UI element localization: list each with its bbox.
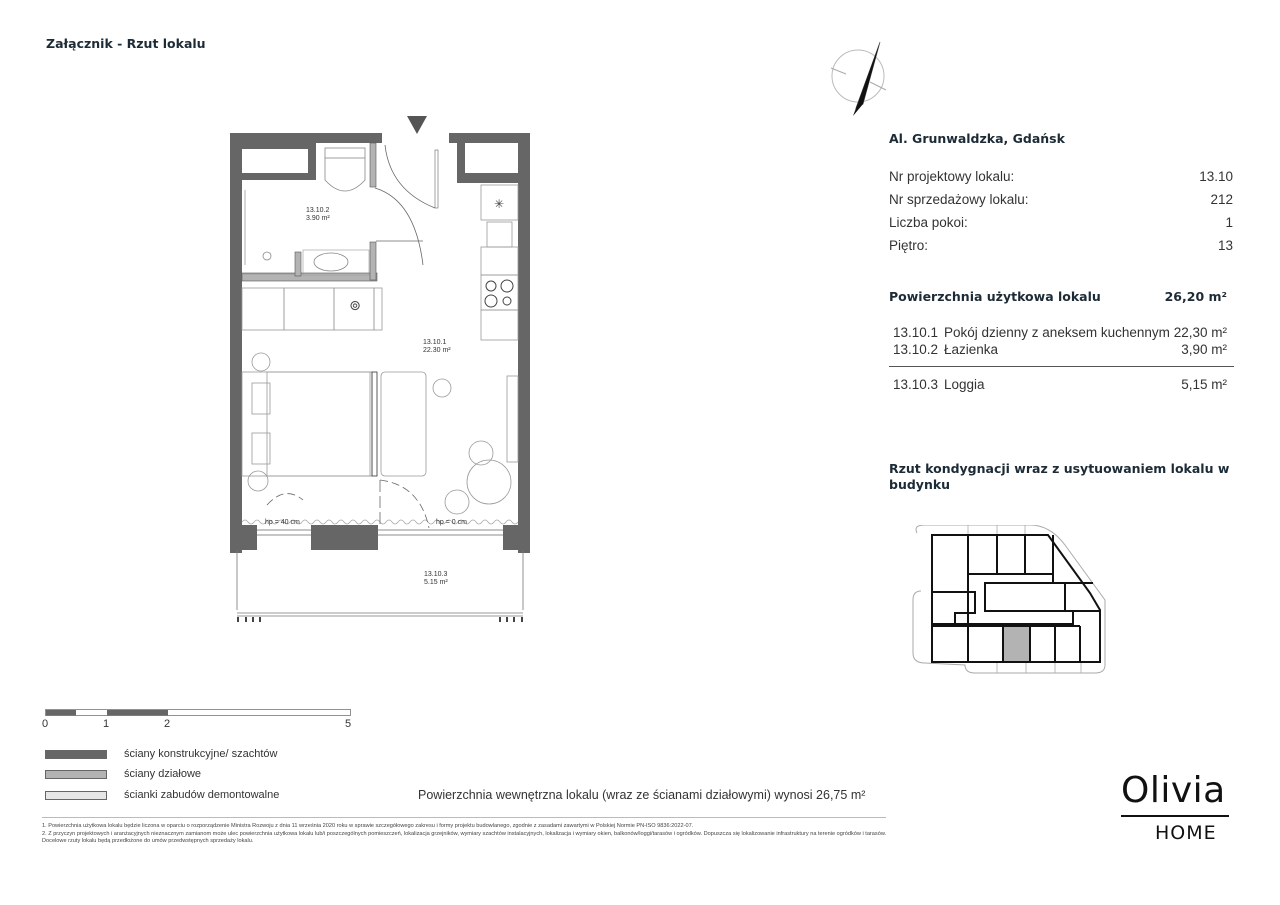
detail-label: Liczba pokoi: — [889, 215, 968, 230]
legend-label: ściany działowe — [124, 768, 202, 780]
footnote: 2. Z przyczyn projektowych i aranżacyjnych nieznacznym zamianom może ulec powierzchnia użytkowa lokalu lub/i poszczególnych pomieszczeń, lokalizacja grzejników, wymiary szachtów instalacyjnych, lokalizacja i wymiary okien, balkonów/loggi/tarasów i ogródków. Dopuszcza się lokalizowanie infrastruktury na terenie ogródków i tarasów. Docelowe rzuty lokalu będą przedłożone do umów przedwstępnych sprzedaży lokalu. — [42, 830, 887, 845]
room-row — [893, 377, 1227, 392]
page-title: Załącznik - Rzut lokalu — [46, 36, 206, 51]
notes-divider — [42, 817, 886, 818]
brand-logo: Olivia — [1121, 770, 1226, 811]
room-area: 3,90 m² — [1181, 342, 1227, 357]
divider — [889, 366, 1234, 367]
apartment-floorplan — [225, 110, 535, 630]
logo-divider — [1121, 815, 1229, 817]
detail-value: 13 — [1217, 238, 1233, 253]
detail-row — [889, 169, 1233, 184]
window-label: hp = 40 cm — [265, 519, 300, 526]
detail-label: Nr sprzedażowy lokalu: — [889, 192, 1029, 207]
detail-label: Nr projektowy lokalu: — [889, 169, 1015, 184]
detail-value: 1 — [1225, 215, 1233, 230]
detail-row — [889, 192, 1233, 207]
room-name: Łazienka — [944, 342, 999, 357]
detail-value: 13.10 — [1199, 169, 1233, 184]
scale-tick: 2 — [164, 718, 171, 730]
legend-swatch-removable — [45, 791, 107, 800]
usable-area-label: Powierzchnia użytkowa lokalu — [889, 289, 1101, 304]
room-area: 5,15 m² — [1181, 377, 1227, 392]
room-area: 3.90 m² — [306, 215, 330, 222]
detail-label: Piętro: — [889, 238, 929, 253]
svg-text:✳: ✳ — [493, 197, 505, 211]
building-plan-title: Rzut kondygnacji wraz z usytuowaniem lokalu w budynku — [889, 461, 1230, 492]
room-id: 13.10.3 — [424, 571, 448, 578]
room-row — [893, 342, 1227, 357]
legend-label: ścianki zabudów demontowalne — [124, 789, 280, 801]
internal-area-note: Powierzchnia wewnętrzna lokalu (wraz ze ścianami działowymi) wynosi 26,75 m² — [418, 788, 866, 802]
legend-swatch-structural — [45, 750, 107, 759]
room-number: 13.10.2 — [893, 342, 939, 357]
footnotes — [42, 823, 892, 846]
room-row — [893, 325, 1227, 340]
brand-logo-sub: HOME — [1155, 822, 1217, 844]
scale-tick: 0 — [42, 718, 49, 730]
washer-icon: ⊚ — [349, 298, 361, 314]
room-area: 22.30 m² — [423, 347, 451, 354]
room-area: 22,30 m² — [1173, 325, 1227, 340]
scale-tick: 5 — [345, 718, 352, 730]
property-address: Al. Grunwaldzka, Gdańsk — [889, 131, 1065, 146]
room-name: Loggia — [944, 377, 985, 392]
entrance-arrow-icon — [407, 116, 427, 134]
detail-row — [889, 215, 1233, 230]
window-label: hp = 0 cm — [436, 519, 467, 526]
detail-value: 212 — [1210, 192, 1233, 207]
building-floor-plan — [905, 525, 1115, 680]
scale-tick: 1 — [103, 718, 110, 730]
room-id: 13.10.1 — [423, 339, 447, 346]
room-area: 5.15 m² — [424, 579, 448, 586]
room-number: 13.10.1 — [893, 325, 939, 340]
detail-row — [889, 238, 1233, 253]
north-arrow-icon — [826, 38, 894, 118]
legend-label: ściany konstrukcyjne/ szachtów — [124, 748, 278, 760]
footnote: 1. Powierzchnia użytkowa lokalu będzie liczona w oparciu o rozporządzenie Ministra Rozwoju z dnia 11 września 2020 roku w sprawie szczegółowego zakresu i formy projektu budowlanego, zgodnie z zasadami zawartymi w Polskiej Normie PN-ISO 9836:2022-07. — [42, 823, 694, 829]
room-name: Pokój dzienny z aneksem kuchennym — [944, 325, 1170, 340]
scale-bar — [45, 709, 355, 717]
legend-swatch-partition — [45, 770, 107, 779]
room-number: 13.10.3 — [893, 377, 939, 392]
room-id: 13.10.2 — [306, 207, 330, 214]
usable-area-header — [889, 289, 1227, 304]
usable-area-total: 26,20 m² — [1164, 289, 1227, 304]
